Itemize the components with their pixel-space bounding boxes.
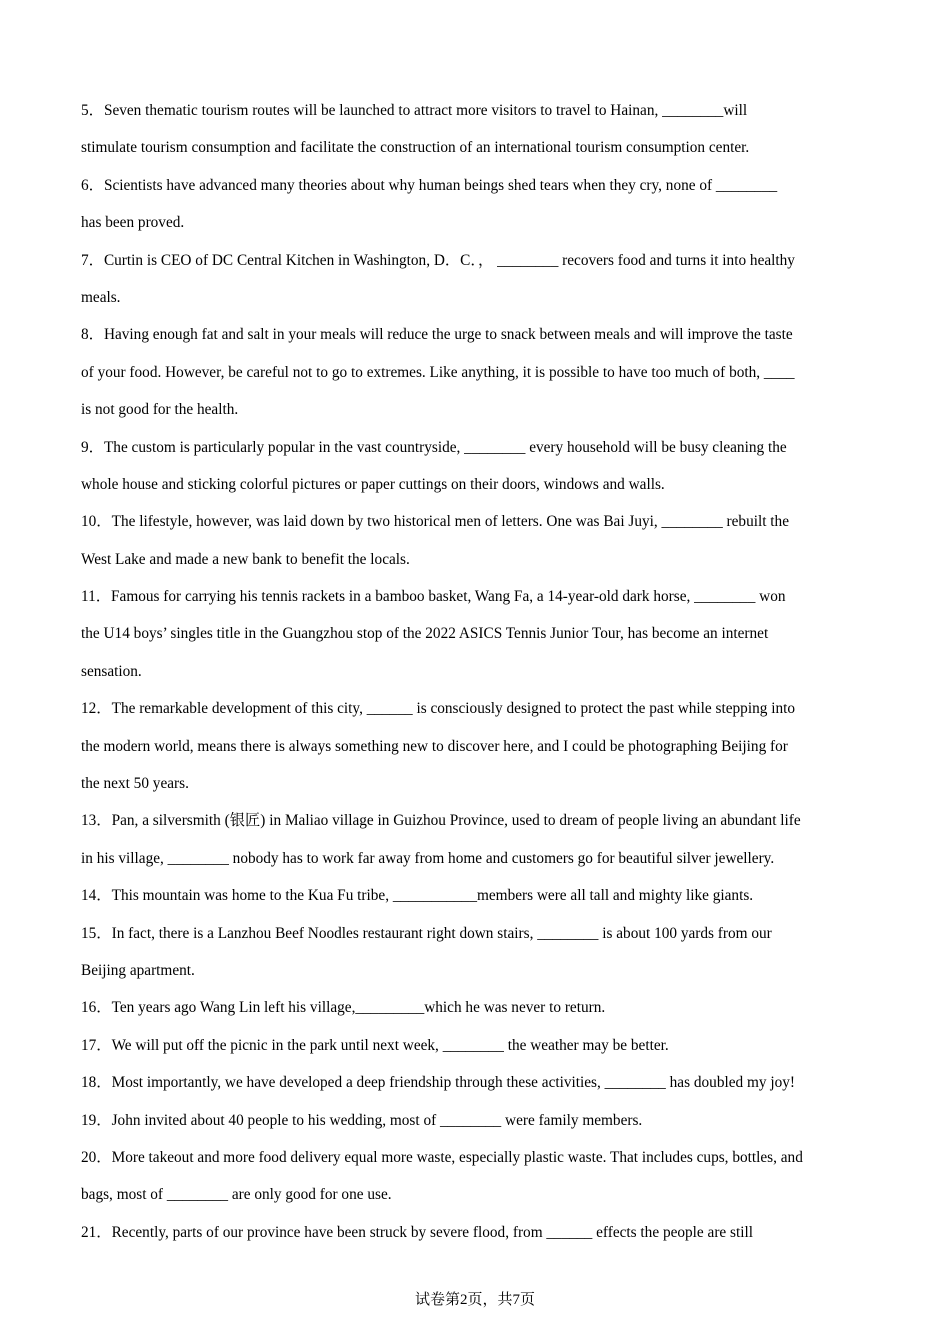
text-line: 17．We will put off the picnic in the park until next week, ________ the weather may be better. — [81, 1036, 669, 1054]
text-line: 8．Having enough fat and salt in your meals will reduce the urge to snack between meals and will improve the taste — [81, 326, 793, 344]
text-line: the next 50 years. — [81, 775, 189, 793]
text-line: 19．John invited about 40 people to his wedding, most of ________ were family members. — [81, 1111, 643, 1129]
text-line: 9．The custom is particularly popular in the vast countryside, ________ every household will be busy cleaning the — [81, 438, 787, 456]
text-line: 20．More takeout and more food delivery equal more waste, especially plastic waste. That includes cups, bottles, and — [81, 1148, 803, 1166]
text-line: is not good for the health. — [81, 401, 239, 419]
text-line: 14．This mountain was home to the Kua Fu tribe, ___________members were all tall and mighty like giants. — [81, 887, 754, 905]
text-line: 12．The remarkable development of this city, ______ is consciously designed to protect the past while stepping into — [81, 700, 795, 718]
text-line: 21．Recently, parts of our province have been struck by severe flood, from ______ effects the people are still — [81, 1223, 753, 1241]
text-line: 18．Most importantly, we have developed a deep friendship through these activities, ________ has doubled my joy! — [81, 1074, 795, 1092]
text-line: 11．Famous for carrying his tennis rackets in a bamboo basket, Wang Fa, a 14-year-old dark horse, ________ won — [81, 588, 786, 606]
text-line: 10．The lifestyle, however, was laid down by two historical men of letters. One was Bai Juyi, ________ rebuilt the — [81, 513, 789, 531]
text-line: the modern world, means there is always something new to discover here, and I could be photographing Beijing for — [81, 737, 788, 755]
text-line: sensation. — [81, 662, 142, 680]
text-line: stimulate tourism consumption and facilitate the construction of an international tourism consumption center. — [81, 139, 750, 157]
text-line: 15．In fact, there is a Lanzhou Beef Noodles restaurant right down stairs, ________ is about 100 yards from our — [81, 924, 772, 942]
text-line: in his village, ________ nobody has to work far away from home and customers go for beautiful silver jewellery. — [81, 849, 775, 867]
text-line: of your food. However, be careful not to go to extremes. Like anything, it is possible to have too much of both, ____ — [81, 363, 795, 381]
text-line: West Lake and made a new bank to benefit the locals. — [81, 550, 410, 568]
text-line: Beijing apartment. — [81, 961, 195, 979]
page-footer: 试卷第2页，共7页 — [414, 1292, 535, 1308]
text-line: the U14 boys’ singles title in the Guangzhou stop of the 2022 ASICS Tennis Junior Tour, has become an internet — [81, 625, 769, 643]
text-line: 6．Scientists have advanced many theories about why human beings shed tears when they cry, none of ________ — [81, 176, 778, 194]
text-line: whole house and sticking colorful pictures or paper cuttings on their doors, windows and walls. — [81, 475, 665, 493]
text-line: 7．Curtin is CEO of DC Central Kitchen in Washington, D．C．， ________ recovers food and turns it into healthy — [81, 251, 795, 269]
text-line: 5．Seven thematic tourism routes will be launched to attract more visitors to travel to Hainan, ________will — [81, 102, 748, 119]
text-line: meals. — [81, 288, 121, 306]
text-line: has been proved. — [81, 214, 185, 232]
question-text — [81, 92, 871, 1251]
text-line: bags, most of ________ are only good for one use. — [81, 1186, 392, 1204]
text-line: 13．Pan, a silversmith (银匠) in Maliao village in Guizhou Province, used to dream of people living an abundant life — [81, 812, 801, 830]
text-line: 16．Ten years ago Wang Lin left his village,_________which he was never to return. — [81, 999, 606, 1017]
